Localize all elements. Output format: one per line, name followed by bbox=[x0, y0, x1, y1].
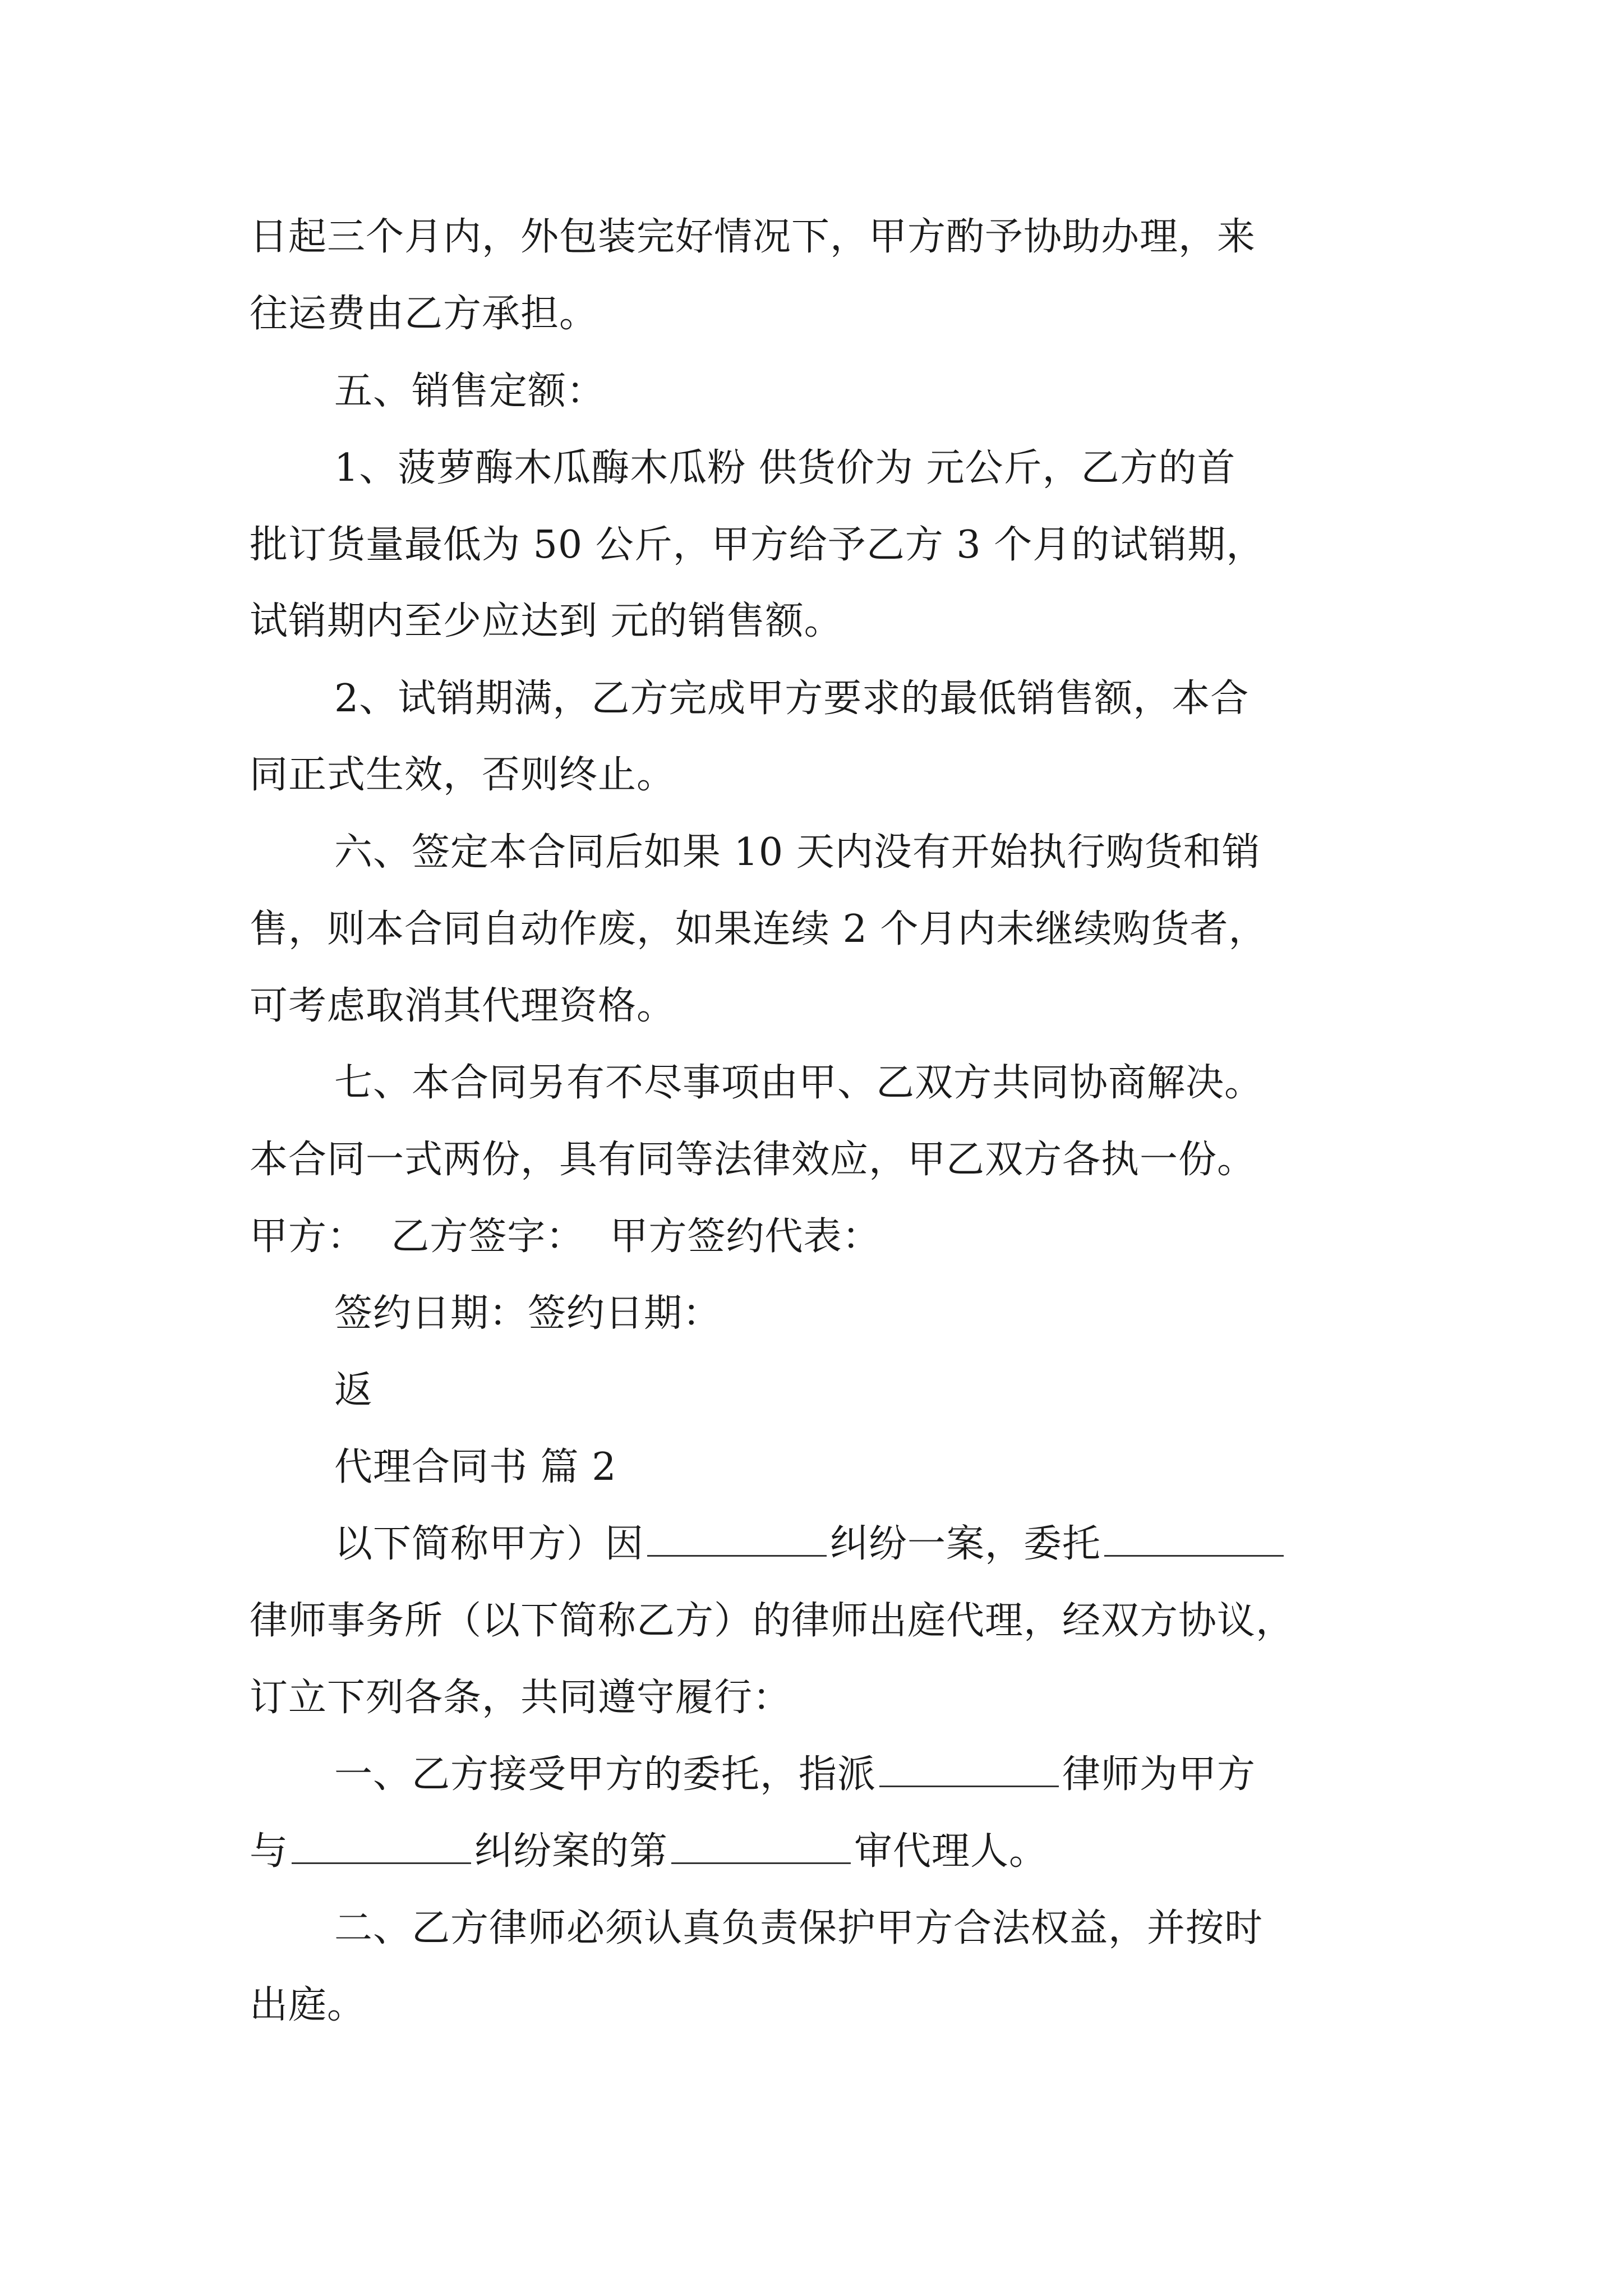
blank-field bbox=[292, 1860, 471, 1864]
text-line: 律师事务所（以下简称乙方）的律师出庭代理，经双方协议， bbox=[250, 1599, 1295, 1643]
text-line: 本合同一式两份，具有同等法律效应，甲乙双方各执一份。 bbox=[250, 1138, 1256, 1182]
text-segment: 以下简称甲方）因 bbox=[334, 1522, 644, 1566]
text-line: 二、乙方律师必须认真负责保护甲方合法权益，并按时 bbox=[334, 1906, 1264, 1950]
text-line: 1、菠萝酶木瓜酶木瓜粉 供货价为 元公斤，乙方的首 bbox=[334, 446, 1236, 490]
blank-field bbox=[647, 1553, 827, 1557]
text-line: 同正式生效，否则终止。 bbox=[250, 753, 676, 797]
text-line: 试销期内至少应达到 元的销售额。 bbox=[250, 599, 843, 643]
text-segment: 一、乙方接受甲方的委托，指派 bbox=[334, 1752, 877, 1797]
text-line: 日起三个月内，外包装完好情况下，甲方酌予协助办理，来 bbox=[250, 215, 1256, 259]
text-line bbox=[334, 1747, 1256, 1803]
text-line bbox=[250, 1824, 1048, 1880]
text-segment: 审代理人。 bbox=[854, 1829, 1048, 1874]
text-line: 七、本合同另有不尽事项由甲、乙双方共同协商解决。 bbox=[334, 1061, 1264, 1105]
text-line: 往运费由乙方承担。 bbox=[250, 292, 598, 336]
blank-field bbox=[879, 1783, 1059, 1787]
text-line: 出庭。 bbox=[250, 1983, 366, 2027]
text-segment: 纠纷一案，委托 bbox=[830, 1522, 1101, 1566]
text-line: 订立下列各条，共同遵守履行： bbox=[250, 1676, 792, 1720]
text-line: 2、试销期满，乙方完成甲方要求的最低销售额，本合 bbox=[334, 677, 1249, 721]
text-line: 可考虑取消其代理资格。 bbox=[250, 984, 676, 1028]
text-line: 六、签定本合同后如果 10 天内没有开始执行购货和销 bbox=[334, 830, 1261, 875]
signature-line: 甲方： 乙方签字： 甲方签约代表： bbox=[250, 1214, 881, 1259]
text-line: 批订货量最低为 50 公斤，甲方给予乙方 3 个月的试销期， bbox=[250, 523, 1265, 567]
blank-field bbox=[1104, 1553, 1284, 1557]
signing-date-line: 签约日期：签约日期： bbox=[334, 1291, 722, 1336]
text-line bbox=[334, 1516, 1287, 1572]
section-heading: 五、销售定额： bbox=[334, 369, 606, 413]
text-segment: 纠纷案的第 bbox=[474, 1829, 668, 1874]
section-title: 代理合同书 篇 2 bbox=[334, 1445, 617, 1489]
text-line: 返 bbox=[334, 1368, 374, 1412]
text-segment: 与 bbox=[250, 1829, 289, 1874]
blank-field bbox=[671, 1860, 851, 1864]
text-line: 售，则本合同自动作废，如果连续 2 个月内未继续购货者， bbox=[250, 907, 1267, 951]
text-segment: 律师为甲方 bbox=[1062, 1752, 1256, 1797]
